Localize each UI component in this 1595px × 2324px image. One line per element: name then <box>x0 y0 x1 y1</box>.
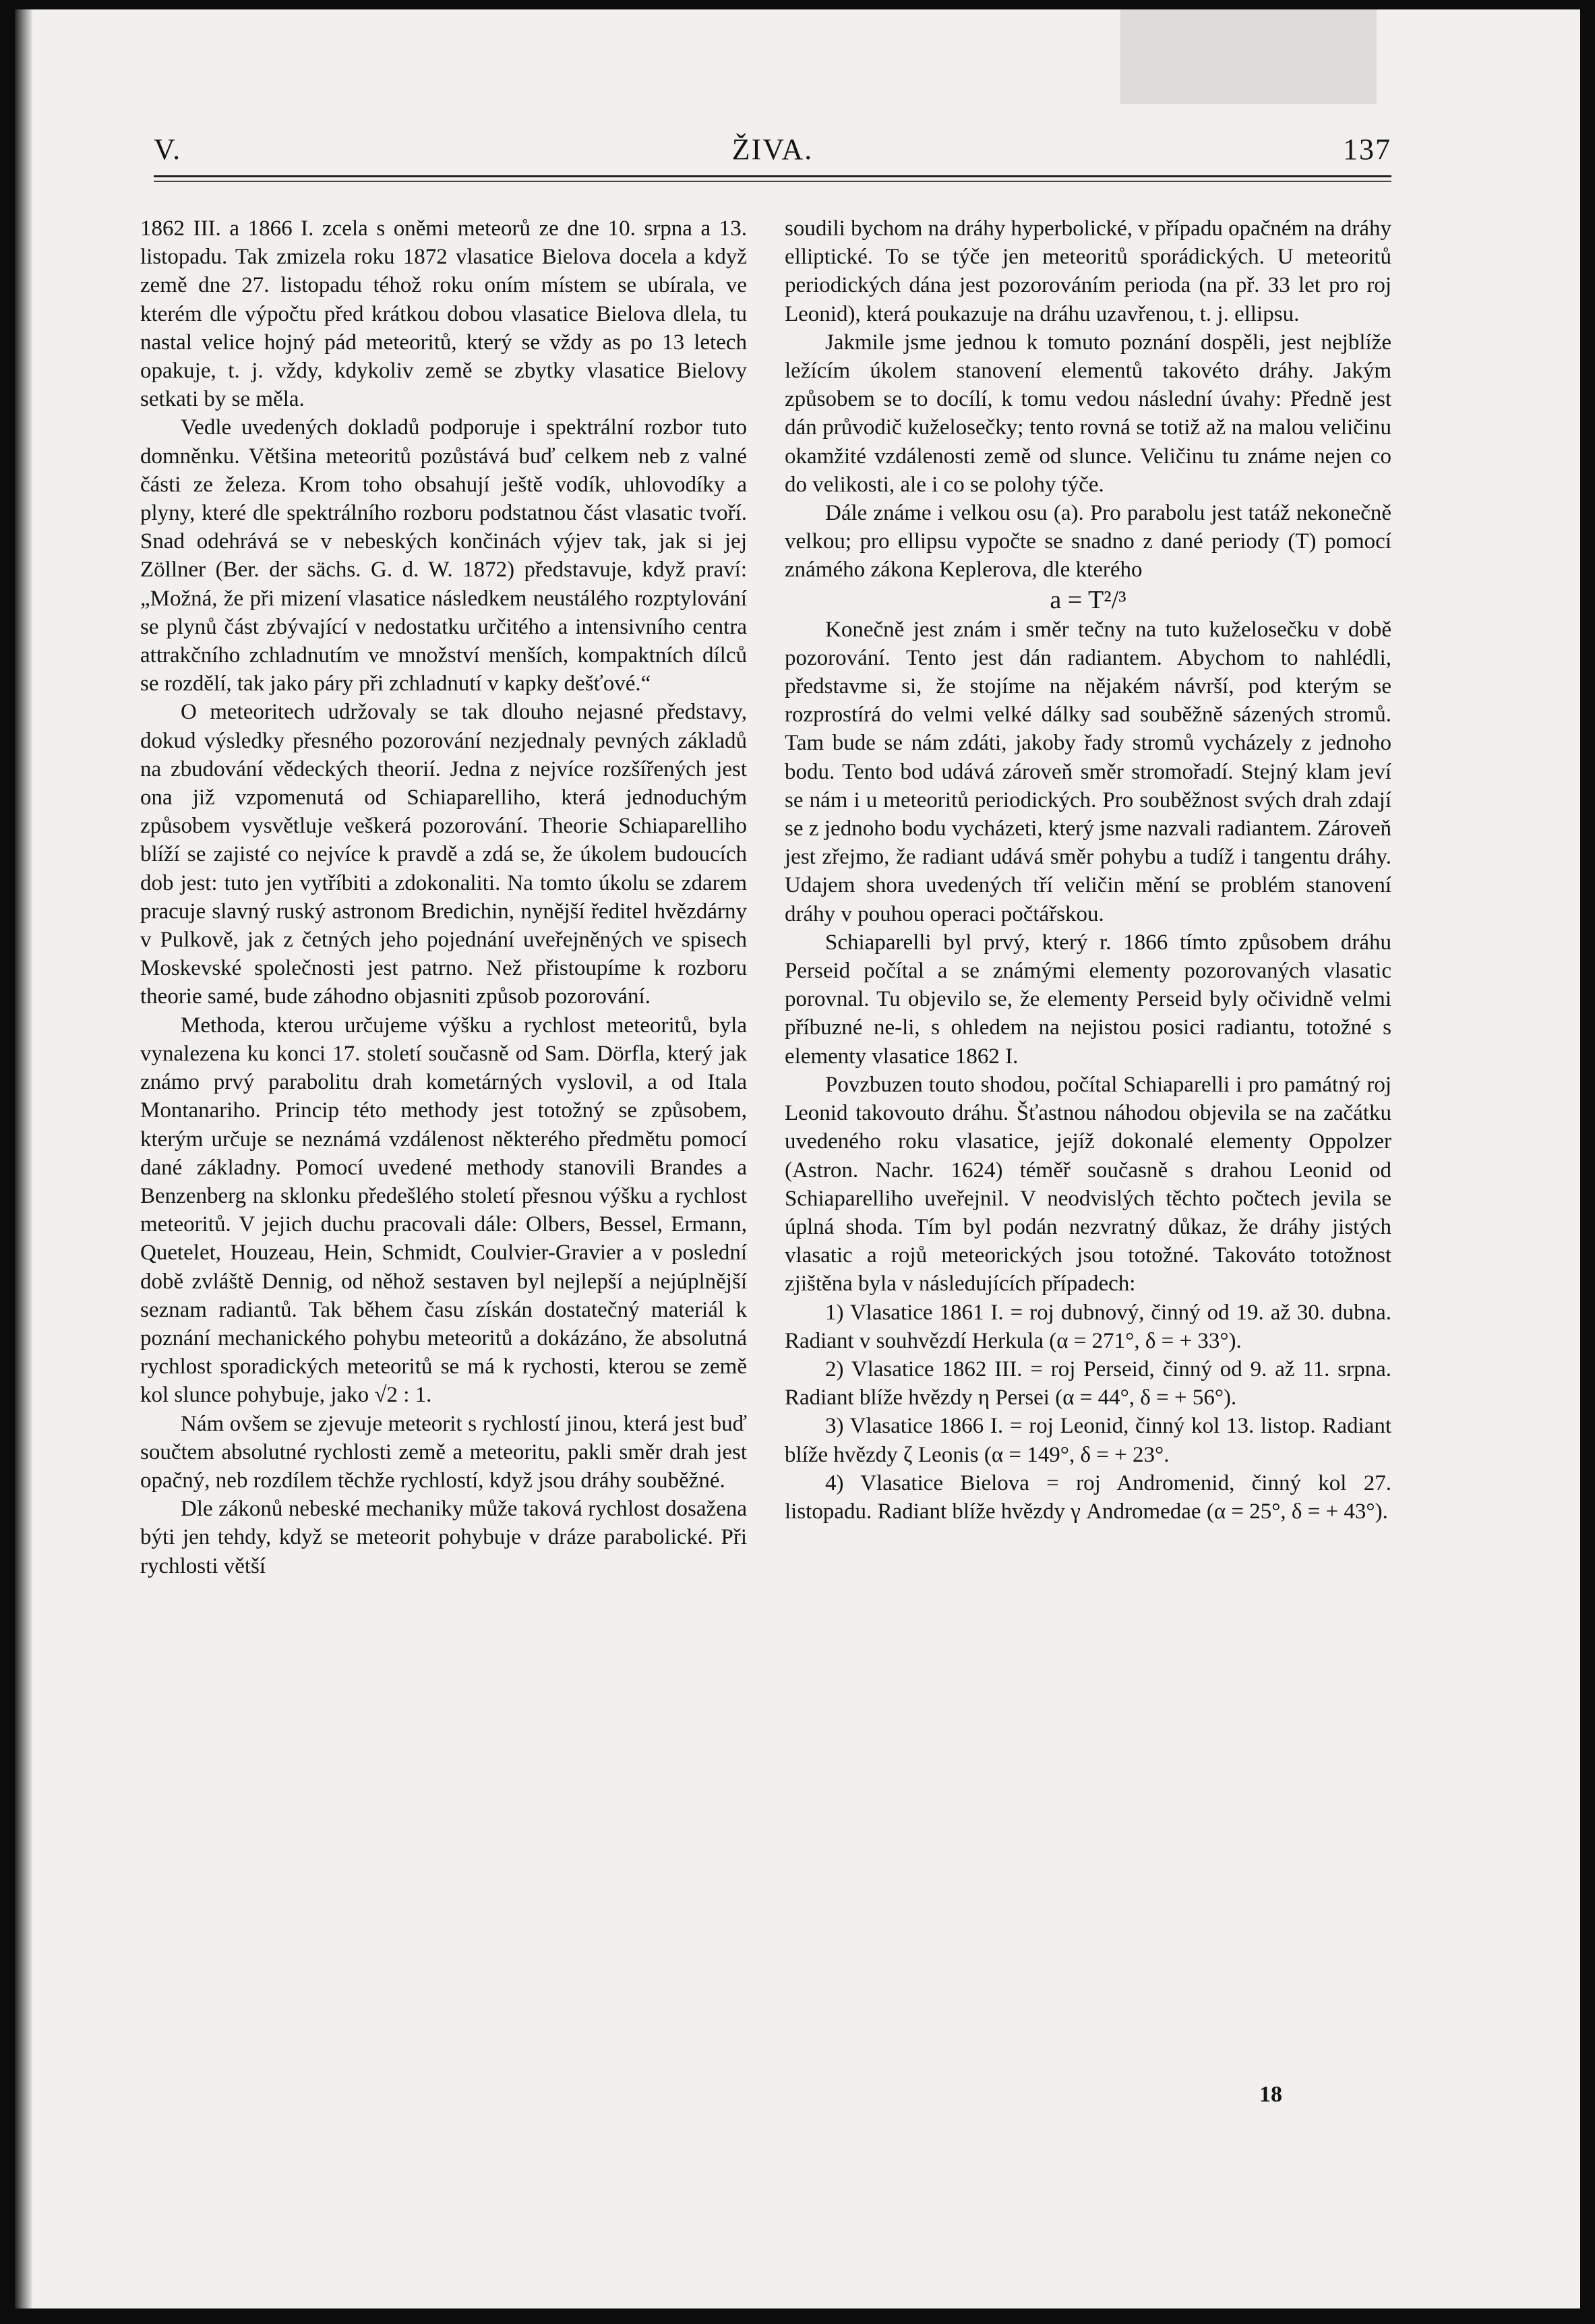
left-column <box>140 214 747 1580</box>
header-rule-secondary <box>154 181 1391 182</box>
paragraph: soudili bychom na dráhy hyperbolické, v případu opačném na dráhy elliptické. To se týče jen meteoritů sporádických. U meteoritů periodických dána jest pozorováním perioda (na př. 33 let pro roj Leonid), která poukazuje na dráhu uzavřenou, t. j. ellipsu. <box>785 216 1391 326</box>
paragraph: O meteoritech udržovaly se tak dlouho nejasné představy, dokud výsledky přesného pozorování nezjednaly pevných základů na zbudování vědeckých theorií. Jedna z nejvíce rozšířených jest ona již vzpomenutá od Schiaparelliho, která jednoduchým způsobem vysvětluje veškerá pozorování. Theorie Schiaparelliho blíží se zajisté co nejvíce k pravdě a zdá se, že úkolem budoucích dob jest: tuto jen vytříbiti a zdokonaliti. Na tomto úkolu se zdarem pracuje slavný ruský astronom Bredichin, nynější ředitel hvězdárny v Pulkově, jak z četných jeho pojednání uveřejněných ve spisech Moskevské společnosti jest patrno. Než přistoupíme k rozboru theorie samé, bude záhodno objasniti způsob pozorování. <box>140 700 747 1009</box>
page-number: 137 <box>1343 133 1391 166</box>
kepler-formula: a = T²/³ <box>1050 585 1126 614</box>
paragraph: Methoda, kterou určujeme výšku a rychlost meteoritů, byla vynalezena ku konci 17. století současně od Sam. Dörfla, který jak známo prvý parabolitu drah kometárných vyslovil, a od Itala Montanariho. Princip této methody jest totožný se způsobem, kterým určuje se neznámá vzdálenost některého předmětu pomocí dané základny. Pomocí uvedené methody stanovili Brandes a Benzenberg na sklonku předešlého století přesnou výšku a rychlost meteoritů. V jejich duchu pracovali dále: Olbers, Bessel, Ermann, Quetelet, Houzeau, Hein, Schmidt, Coulvier-Gravier a v poslední době zvláště Dennig, od něhož sestaven byl nejlepší a nejúplnější seznam radiantů. Tak během času získán dostatečný materiál k poznání mechanického pohybu meteoritů a dokázáno, že absolutná rychlost sporadických meteoritů se má k rychosti, kterou se země kol slunce pohybuje, jako √2 : 1. <box>140 1013 747 1408</box>
paragraph: Vedle uvedených dokladů podporuje i spektrální rozbor tuto domněnku. Většina meteoritů pozůstává buď celkem neb z valné části ze železa. Krom toho obsahují ještě vodík, uhlovodíky a plyny, které dle spektrálního rozboru podstatnou část vlasatic tvoří. Snad odehrává se v nebeských končinách výjev tak, jak si jej Zöllner (Ber. der sächs. G. d. W. 1872) představuje, když praví: „Možná, že při mizení vlasatice následkem neustálého rozptylování se plynů část zbývající v nedostatku určitého a intensivního centra attrakčního zchladnutím ve množství menších, kompaktních dílců se rozdělí, tak jako páry při zchladnutí v kapky dešťové.“ <box>140 415 747 696</box>
paragraph: Konečně jest znám i směr tečny na tuto kuželosečku v době pozorování. Tento jest dán radiantem. Abychom to nahlédli, představme si, že stojíme na nějakém návrší, pod kterým se rozprostírá do velmi velké dálky sad souběžně sázených stromů. Tam bude se nám zdáti, jakoby řady stromů vycházely z jednoho bodu. Tento bod udává zároveň směr stromořadí. Stejný klam jeví se nám i u meteoritů periodických. Pro souběžnost svých drah zdají se z jednoho bodu vycházeti, který jsme nazvali radiantem. Zároveň jest zřejmo, že radiant udává směr pohybu a tudíž i tangentu dráhy. Udajem shora uvedených tří veličin mění se problém stanovení dráhy v pouhou operaci počtářskou. <box>785 617 1391 926</box>
list-item: 2) Vlasatice 1862 III. = roj Perseid, činný od 9. až 11. srpna. Radiant blíže hvězdy η Persei (α = 44°, δ = + 56°). <box>785 1357 1391 1410</box>
paragraph: Dále známe i velkou osu (a). Pro parabolu jest tatáž nekonečně velkou; pro ellipsu vypočte se snadno z dané periody (T) pomocí známého zákona Keplerova, dle kterého <box>785 501 1391 583</box>
scan-edge <box>15 9 32 2308</box>
paragraph: 1862 III. a 1866 I. zcela s oněmi meteorů ze dne 10. srpna a 13. listopadu. Tak zmizela roku 1872 vlasatice Bielova docela a když země dne 27. listopadu téhož roku oním místem se ubírala, ve kterém dle výpočtu před krátkou dobou vlasatice Bielova dlela, tu nastal velice hojný pád meteoritů, který se vždy as po 13 letech opakuje, t. j. vždy, kdykoliv země se zbytky vlasatice Bielovy setkati by se měla. <box>140 216 747 412</box>
list-item: 1) Vlasatice 1861 I. = roj dubnový, činný od 19. až 30. dubna. Radiant v souhvězdí Herkula (α = 271°, δ = + 33°). <box>785 1300 1391 1353</box>
paragraph: Schiaparelli byl prvý, který r. 1866 tímto způsobem dráhu Perseid počítal a se známými elementy pozorovaných vlasatic porovnal. Tu objevilo se, že elementy Perseid byly očividně velmi příbuzné ne-li, s ohledem na nejistou posici radiantu, totožné s elementy vlasatice 1862 I. <box>785 930 1391 1069</box>
volume-number: V. <box>154 133 182 166</box>
paragraph: Dle zákonů nebeské mechaniky může taková rychlost dosažena býti jen tehdy, když se meteorit pohybuje v dráze parabolické. Při rychlosti větší <box>140 1497 747 1578</box>
header-rule <box>154 175 1391 177</box>
scan-tape-mark <box>1120 9 1377 104</box>
list-item: 3) Vlasatice 1866 I. = roj Leonid, činný kol 13. listop. Radiant blíže hvězdy ζ Leonis (α = 149°, δ = + 23°. <box>785 1414 1391 1467</box>
list-item: 4) Vlasatice Bielova = roj Andromenid, činný kol 27. listopadu. Radiant blíže hvězdy γ Andromedae (α = 25°, δ = + 43°). <box>785 1470 1391 1524</box>
paragraph: Nám ovšem se zjevuje meteorit s rychlostí jinou, která jest buď součtem absolutné rychlosti země a meteoritu, pakli směr drah jest opačný, neb rozdílem těchže rychlostí, když jsou dráhy souběžné. <box>140 1411 747 1493</box>
paragraph: Povzbuzen touto shodou, počítal Schiaparelli i pro památný roj Leonid takovouto dráhu. Šťastnou náhodou objevila se na začátku uvedeného roku vlasatice, jejíž dokonalé elementy Oppolzer (Astron. Nachr. 1624) téměř současně s drahou Leonid od Schiaparelliho uveřejnil. V neodvislých těchto počtech jevila se úplná shoda. Tím byl podán nezvratný důkaz, že dráhy jistých vlasatic a rojů meteorických jsou totožné. Takováto totožnost zjištěna byla v následujících případech: <box>785 1072 1391 1297</box>
running-header <box>154 132 1391 173</box>
journal-title: ŽIVA. <box>731 133 814 166</box>
right-column <box>785 214 1391 1526</box>
paragraph: Jakmile jsme jednou k tomuto poznání dospěli, jest nejblíže ležícím úkolem stanovení elementů takovéto dráhy. Jakým způsobem se to docílí, k tomu vedou následní úvahy: Předně jest dán průvodič kuželosečky; tento rovná se totiž až na malou veličinu okamžité vzdálenosti země od slunce. Veličinu tu známe nejen co do velikosti, ale i co se polohy týče. <box>785 330 1391 497</box>
signature-mark: 18 <box>1259 2082 1282 2107</box>
